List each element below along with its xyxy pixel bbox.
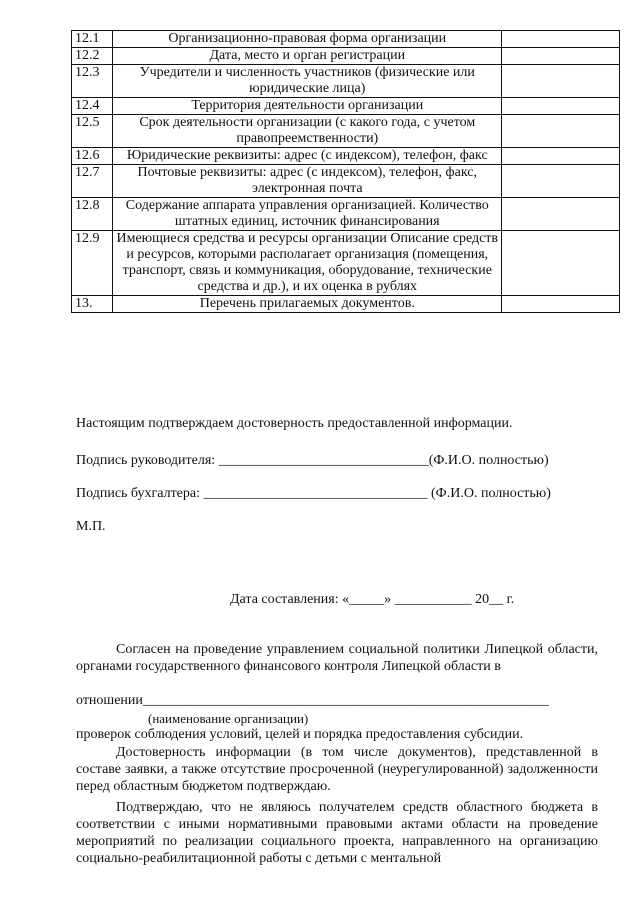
row-description: Перечень прилагаемых документов. xyxy=(113,296,502,313)
organization-name-field[interactable]: отношении__________________________________________________________ xyxy=(76,693,549,708)
row-description: Содержание аппарата управления организацией. Количество штатных единиц, источник финансирования xyxy=(113,198,502,231)
table-row xyxy=(72,198,620,231)
row-value-cell[interactable] xyxy=(502,148,620,165)
table-row xyxy=(72,231,620,296)
row-number: 12.4 xyxy=(72,98,113,115)
confirmation-paragraph: Подтверждаю, что не являюсь получателем средств областного бюджета в соответствии с иными нормативными правовыми актами области на проведение мероприятий по реализации социального проекта, направленного на организацию социально-реабилитационной работы с детьми с ментальной xyxy=(76,800,598,866)
row-description: Организационно-правовая форма организации xyxy=(113,31,502,48)
row-value-cell[interactable] xyxy=(502,296,620,313)
row-description: Территория деятельности организации xyxy=(113,98,502,115)
row-number: 13. xyxy=(72,296,113,313)
row-value-cell[interactable] xyxy=(502,31,620,48)
row-value-cell[interactable] xyxy=(502,198,620,231)
row-number: 12.1 xyxy=(72,31,113,48)
organization-info-table xyxy=(71,30,620,313)
consent-paragraph: Согласен на проведение управлением социальной политики Липецкой области, органами государственного финансового контроля Липецкой области в xyxy=(76,642,598,674)
date-of-compilation: Дата составления: «_____» ___________ 20__ г. xyxy=(230,592,515,607)
row-description: Имеющиеся средства и ресурсы организации Описание средств и ресурсов, которыми располагает организация (помещения, транспорт, связь и коммуникация, оборудование, технические средства и др.), и их оценка в рублях xyxy=(113,231,502,296)
table-row xyxy=(72,48,620,65)
stamp-place: М.П. xyxy=(76,519,106,534)
accountant-signature-field[interactable]: ________________________________ xyxy=(203,486,428,501)
row-description: Юридические реквизиты: адрес (с индексом), телефон, факс xyxy=(113,148,502,165)
row-number: 12.5 xyxy=(72,115,113,148)
accountant-signature-caption: (Ф.И.О. полностью) xyxy=(431,486,551,501)
row-number: 12.2 xyxy=(72,48,113,65)
table-row xyxy=(72,31,620,48)
row-value-cell[interactable] xyxy=(502,98,620,115)
consent-paragraph-end: проверок соблюдения условий, целей и порядка предоставления субсидии. xyxy=(76,727,524,742)
reliability-paragraph: Достоверность информации (в том числе документов), представленной в составе заявки, а также отсутствие просроченной (неурегулированной) задолженности перед областным бюджетом подтверждаю. xyxy=(76,745,598,794)
head-signature-field[interactable]: ______________________________ xyxy=(218,453,429,468)
row-description: Дата, место и орган регистрации xyxy=(113,48,502,65)
row-value-cell[interactable] xyxy=(502,115,620,148)
row-number: 12.9 xyxy=(72,231,113,296)
head-signature-line xyxy=(76,453,549,469)
row-value-cell[interactable] xyxy=(502,165,620,198)
row-number: 12.3 xyxy=(72,65,113,98)
row-value-cell[interactable] xyxy=(502,48,620,65)
confirm-statement: Настоящим подтверждаем достоверность предоставленной информации. xyxy=(76,416,513,431)
table-row xyxy=(72,296,620,313)
table-row xyxy=(72,98,620,115)
row-number: 12.8 xyxy=(72,198,113,231)
row-number: 12.6 xyxy=(72,148,113,165)
accountant-signature-line xyxy=(76,486,551,502)
row-value-cell[interactable] xyxy=(502,65,620,98)
table-body xyxy=(72,31,620,313)
row-number: 12.7 xyxy=(72,165,113,198)
accountant-signature-label: Подпись бухгалтера: xyxy=(76,486,201,501)
row-description: Учредители и численность участников (физические или юридические лица) xyxy=(113,65,502,98)
table-row xyxy=(72,148,620,165)
table-row xyxy=(72,115,620,148)
head-signature-caption: (Ф.И.О. полностью) xyxy=(428,453,549,468)
table-row xyxy=(72,165,620,198)
organization-name-caption: (наименование организации) xyxy=(148,711,309,726)
table-row xyxy=(72,65,620,98)
head-signature-label: Подпись руководителя: xyxy=(76,453,216,468)
row-description: Почтовые реквизиты: адрес (с индексом), телефон, факс, электронная почта xyxy=(113,165,502,198)
row-value-cell[interactable] xyxy=(502,231,620,296)
row-description: Срок деятельности организации (с какого года, с учетом правопреемственности) xyxy=(113,115,502,148)
